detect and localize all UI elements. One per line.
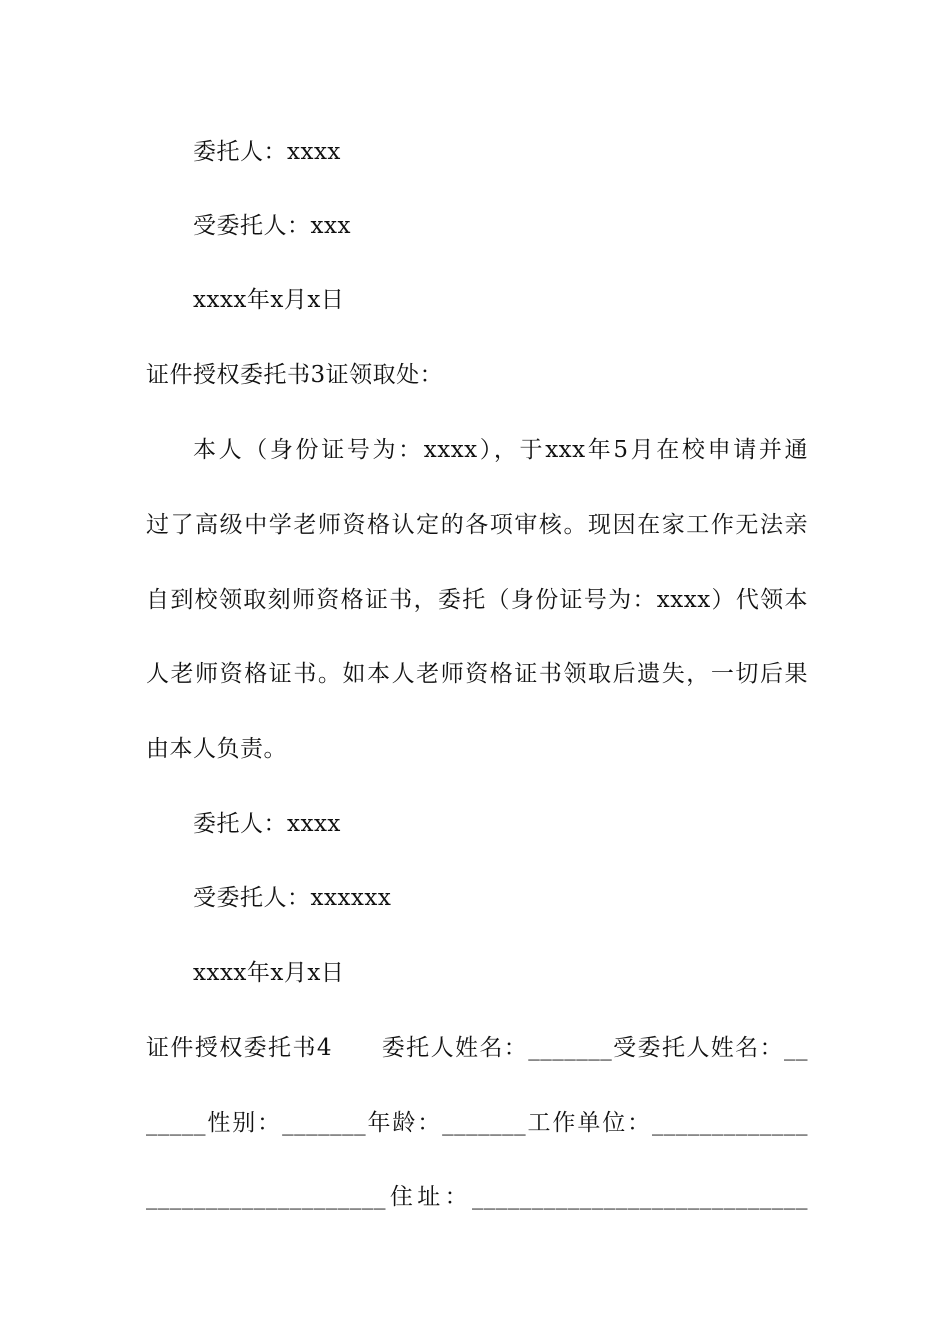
block1-date: xxxx年x月x日 <box>193 287 345 313</box>
section3-heading: 证件授权委托书3证领取处： <box>146 362 444 388</box>
section3-paragraph-line-1: 本人（身份证号为：xxxx），于xxx年5月在校申请并通 <box>193 437 808 463</box>
section3-delegatee: 受委托人：xxxxxx <box>193 885 392 911</box>
section3-date: xxxx年x月x日 <box>193 960 345 986</box>
section3-paragraph-line-2: 过了高级中学老师资格认定的各项审核。现因在家工作无法亲 <box>146 512 808 538</box>
section4-line-3: ____________________住址：____________________________ <box>146 1184 808 1210</box>
section3-paragraph-line-4: 人老师资格证书。如本人老师资格证书领取后遗失，一切后果 <box>146 661 808 687</box>
block1-delegatee: 受委托人：xxx <box>193 213 351 239</box>
section4-line-2: _____性别：_______年龄：_______工作单位：_____________ <box>146 1110 808 1136</box>
section3-delegator: 委托人：xxxx <box>193 811 341 837</box>
section4-line-1: 证件授权委托书4 委托人姓名：_______受委托人姓名：__ <box>146 1035 808 1061</box>
section3-paragraph-line-5: 由本人负责。 <box>146 736 287 762</box>
block1-delegator: 委托人：xxxx <box>193 139 341 165</box>
section3-paragraph-line-3: 自到校领取刻师资格证书，委托（身份证号为：xxxx）代领本 <box>146 587 808 613</box>
